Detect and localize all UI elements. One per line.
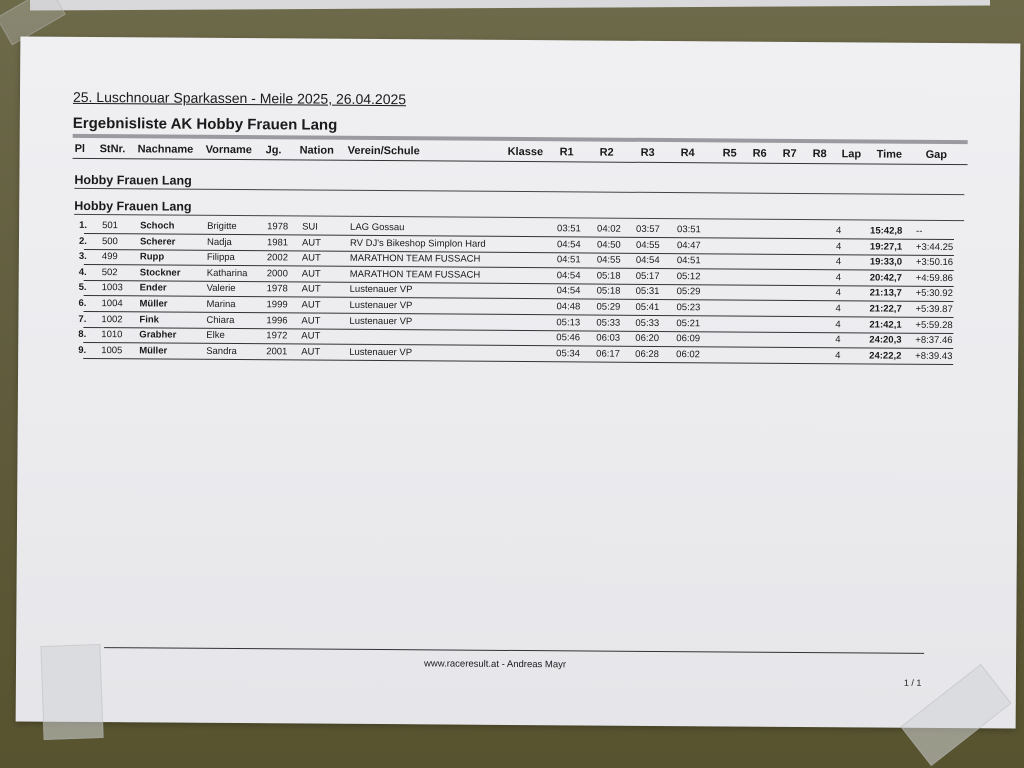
cell-pl: 7.: [78, 313, 87, 325]
cell-r4: 05:21: [676, 317, 701, 329]
cell-stnr: 1010: [101, 329, 123, 341]
cell-pl: 2.: [78, 235, 87, 247]
cell-jg: 2002: [266, 252, 289, 264]
cell-r3: 03:57: [636, 223, 660, 235]
cell-r3: 05:33: [635, 317, 660, 329]
cell-r2: 05:29: [596, 301, 621, 313]
cell-nachname: Schoch: [140, 220, 175, 232]
column-header-jg: Jg.: [265, 144, 282, 157]
column-header-r3: R3: [640, 146, 655, 159]
cell-nachname: Ender: [139, 282, 167, 294]
cell-verein: Lustenauer VP: [349, 346, 413, 359]
cell-vorname: Valerie: [206, 283, 236, 295]
cell-gap: --: [916, 225, 923, 237]
cell-nation: SUI: [302, 221, 318, 233]
cell-r2: 05:33: [596, 317, 621, 329]
group-title: Hobby Frauen Lang: [74, 198, 192, 214]
cell-vorname: Marina: [206, 298, 236, 311]
cell-pl: 4.: [78, 266, 87, 278]
cell-pl: 6.: [78, 297, 87, 309]
cell-r4: 06:02: [676, 348, 701, 361]
group-divider: [74, 188, 964, 195]
cell-gap: +5:39.87: [915, 303, 953, 316]
cell-lap: 4: [835, 318, 841, 330]
cell-jg: 1978: [267, 221, 289, 233]
cell-stnr: 1004: [101, 298, 123, 310]
cell-nation: AUT: [301, 299, 321, 311]
cell-nation: AUT: [301, 268, 321, 280]
cell-pl: 3.: [78, 251, 87, 263]
cell-r4: 05:23: [676, 302, 701, 314]
cell-r3: 05:17: [635, 270, 660, 282]
cell-time: 24:20,3: [869, 334, 902, 346]
column-header-r5: R5: [722, 147, 737, 160]
cell-r3: 04:55: [635, 239, 660, 251]
header-bar: [73, 134, 968, 144]
cell-lap: 4: [835, 256, 842, 268]
cell-jg: 1978: [266, 283, 288, 295]
column-header-verein: Verein/Schule: [347, 144, 420, 158]
column-header-gap: Gap: [925, 148, 948, 161]
cell-gap: +3:50.16: [915, 256, 954, 269]
cell-r1: 04:54: [556, 270, 581, 282]
cell-lap: 4: [835, 303, 841, 315]
cell-lap: 4: [835, 334, 841, 346]
cell-r4: 03:51: [677, 224, 701, 236]
cell-time: 15:42,8: [870, 225, 903, 237]
cell-r3: 06:20: [635, 333, 660, 345]
column-header-klasse: Klasse: [507, 145, 544, 159]
background-sheet: [30, 0, 990, 11]
cell-gap: +3:44.25: [915, 241, 954, 253]
header-divider: [73, 158, 968, 165]
column-header-pl: Pl: [74, 142, 86, 155]
cell-r2: 05:18: [596, 285, 621, 298]
cell-stnr: 1002: [101, 313, 123, 325]
cell-r2: 04:55: [596, 254, 621, 266]
cell-gap: +5:59.28: [915, 319, 953, 331]
cell-stnr: 500: [101, 235, 118, 247]
cell-lap: 4: [835, 272, 842, 284]
cell-nachname: Müller: [139, 298, 168, 310]
cell-r1: 05:13: [556, 316, 581, 329]
column-header-r6: R6: [752, 147, 767, 160]
cell-jg: 1972: [266, 330, 288, 342]
cell-nation: AUT: [301, 346, 321, 358]
cell-r1: 04:54: [556, 285, 581, 297]
cell-pl: 8.: [78, 329, 87, 341]
cell-pl: 1.: [79, 219, 88, 231]
cell-nachname: Müller: [139, 345, 168, 357]
cell-jg: 2001: [266, 346, 288, 358]
cell-nation: AUT: [301, 252, 321, 264]
cell-stnr: 1005: [101, 344, 123, 357]
cell-r1: 04:48: [556, 301, 581, 313]
cell-time: 21:42,1: [869, 319, 902, 331]
cell-r1: 04:51: [556, 254, 581, 266]
cell-stnr: 499: [101, 251, 118, 263]
cell-vorname: Katharina: [206, 267, 248, 279]
cell-jg: 1999: [266, 299, 288, 311]
cell-verein: MARATHON TEAM FUSSACH: [349, 268, 481, 281]
column-header-nachname: Nachname: [137, 143, 194, 156]
cell-r4: 06:09: [676, 333, 701, 345]
cell-verein: MARATHON TEAM FUSSACH: [349, 253, 481, 265]
cell-r3: 04:54: [635, 255, 660, 267]
cell-lap: 4: [836, 225, 842, 237]
cell-r3: 05:31: [635, 286, 660, 298]
cell-time: 24:22,2: [869, 350, 902, 362]
footer-divider: [104, 647, 924, 654]
page-number: 1 / 1: [903, 677, 922, 688]
column-header-r7: R7: [782, 147, 797, 160]
cell-r2: 06:03: [596, 332, 621, 344]
cell-nation: AUT: [301, 283, 321, 296]
cell-nation: AUT: [301, 237, 322, 249]
cell-nachname: Fink: [139, 313, 160, 326]
cell-time: 21:13,7: [869, 287, 902, 300]
cell-pl: 9.: [78, 344, 87, 356]
cell-pl: 5.: [78, 282, 87, 294]
list-title: Ergebnisliste AK Hobby Frauen Lang: [72, 114, 338, 134]
cell-r2: 06:17: [596, 348, 621, 360]
column-header-r4: R4: [680, 147, 695, 160]
cell-lap: 4: [835, 240, 842, 252]
cell-vorname: Brigitte: [207, 220, 237, 233]
cell-nachname: Grabher: [139, 329, 177, 341]
cell-vorname: Chiara: [206, 314, 235, 326]
cell-verein: LAG Gossau: [350, 221, 405, 234]
cell-gap: +8:37.46: [915, 334, 953, 347]
cell-nation: AUT: [301, 315, 321, 327]
results-sheet: [16, 37, 1021, 729]
row-divider: [83, 358, 953, 365]
cell-r4: 05:29: [676, 286, 701, 298]
cell-r1: 05:34: [556, 348, 581, 360]
cell-r3: 06:28: [635, 348, 660, 360]
cell-r4: 05:12: [676, 270, 701, 283]
cell-r4: 04:47: [676, 239, 701, 251]
column-header-time: Time: [876, 148, 903, 161]
cell-verein: Lustenauer VP: [349, 284, 413, 296]
cell-time: 20:42,7: [869, 272, 903, 284]
cell-jg: 2000: [266, 268, 288, 280]
cell-nachname: Scherer: [139, 235, 176, 248]
column-header-lap: Lap: [841, 148, 862, 161]
column-header-r1: R1: [559, 146, 574, 159]
cell-verein: RV DJ's Bikeshop Simplon Hard: [349, 237, 486, 250]
footer-credit: www.raceresult.at - Andreas Mayr: [423, 658, 567, 671]
cell-r2: 05:18: [596, 270, 621, 282]
cell-r1: 03:51: [557, 223, 581, 235]
column-header-nation: Nation: [299, 144, 334, 157]
column-header-stnr: StNr.: [99, 143, 126, 156]
cell-r2: 04:02: [597, 223, 621, 235]
cell-vorname: Nadja: [206, 236, 232, 248]
cell-vorname: Filippa: [206, 252, 235, 264]
cell-lap: 4: [835, 350, 841, 362]
tape-strip: [40, 644, 103, 740]
cell-stnr: 1003: [101, 282, 123, 294]
cell-verein: Lustenauer VP: [349, 315, 413, 327]
cell-r1: 04:54: [556, 238, 581, 251]
cell-stnr: 501: [102, 220, 118, 232]
cell-nachname: Stockner: [139, 267, 181, 279]
cell-r2: 04:50: [596, 239, 621, 251]
cell-vorname: Sandra: [206, 345, 237, 357]
group-title: Hobby Frauen Lang: [74, 172, 192, 188]
cell-r3: 05:41: [635, 301, 660, 313]
cell-gap: +8:39.43: [915, 350, 953, 362]
cell-time: 19:27,1: [869, 241, 903, 253]
cell-stnr: 502: [101, 266, 118, 278]
cell-time: 19:33,0: [869, 256, 903, 268]
column-header-r8: R8: [812, 148, 827, 161]
cell-time: 21:22,7: [869, 303, 902, 315]
column-header-r2: R2: [599, 146, 614, 159]
cell-lap: 4: [835, 287, 841, 299]
cell-vorname: Elke: [206, 330, 225, 342]
cell-gap: +4:59.86: [915, 272, 954, 284]
cell-jg: 1996: [266, 314, 288, 326]
cell-r4: 04:51: [676, 255, 701, 267]
cell-nation: AUT: [301, 330, 321, 342]
cell-gap: +5:30.92: [915, 288, 953, 300]
column-header-vorname: Vorname: [205, 143, 252, 157]
cell-nachname: Rupp: [139, 251, 165, 263]
cell-jg: 1981: [266, 236, 289, 248]
event-title: 25. Luschnouar Sparkassen - Meile 2025, 26.04.2025: [72, 88, 407, 108]
cell-verein: Lustenauer VP: [349, 299, 413, 312]
cell-r1: 05:46: [556, 332, 581, 344]
